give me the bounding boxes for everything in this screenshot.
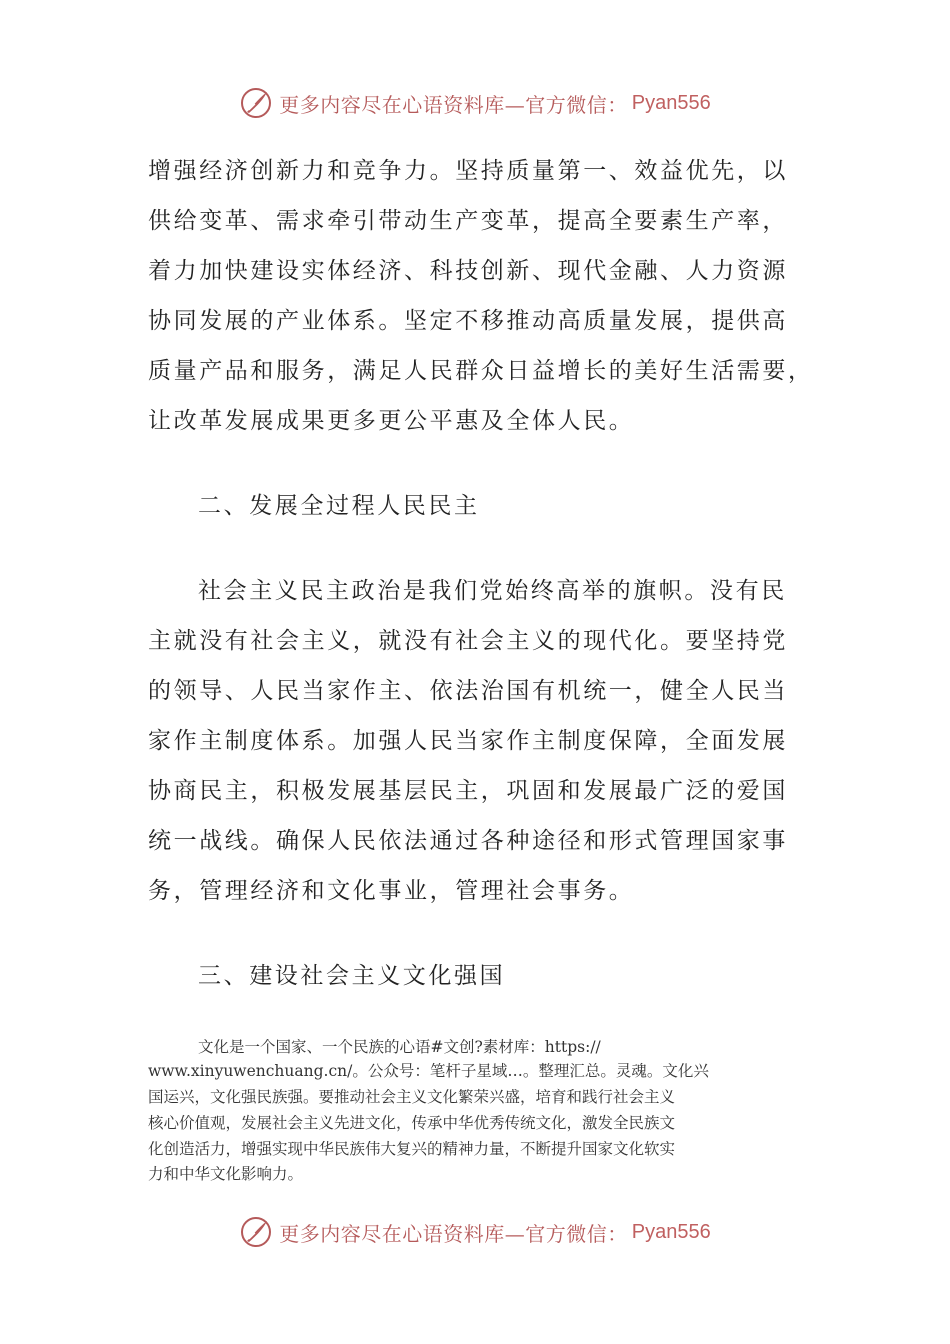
paragraph-line: 的领导、人民当家作主、依法治国有机统一，健全人民当 bbox=[148, 678, 788, 704]
watermark-wechat-id: Pyan556 bbox=[631, 91, 711, 114]
watermark-text: 更多内容尽在心语资料库—官方微信： bbox=[279, 1221, 628, 1246]
paragraph-line: 家作主制度体系。加强人民当家作主制度保障，全面发展 bbox=[148, 728, 788, 754]
section-heading: 三、建设社会主义文化强国 bbox=[198, 963, 506, 989]
section-heading: 二、发展全过程人民民主 bbox=[198, 493, 480, 519]
paragraph-line: 化创造活力，增强实现中华民族伟大复兴的精神力量，不断提升国家文化软实 bbox=[148, 1140, 676, 1158]
footer-watermark bbox=[0, 1212, 950, 1252]
paragraph-line: 协商民主，积极发展基层民主，巩固和发展最广泛的爱国 bbox=[148, 778, 788, 804]
quill-logo-icon bbox=[239, 1215, 273, 1249]
paragraph-line: 核心价值观，发展社会主义先进文化，传承中华优秀传统文化，激发全民族文 bbox=[148, 1114, 676, 1132]
quill-logo-icon bbox=[239, 86, 273, 120]
paragraph-line: 文化是一个国家、一个民族的心语#文创?素材库：https:// bbox=[198, 1038, 601, 1056]
paragraph-line: 国运兴，文化强民族强。要推动社会主义文化繁荣兴盛，培育和践行社会主义 bbox=[148, 1088, 676, 1106]
watermark-text: 更多内容尽在心语资料库—官方微信： bbox=[279, 92, 628, 117]
header-watermark bbox=[0, 83, 950, 123]
paragraph-line: 协同发展的产业体系。坚定不移推动高质量发展，提供高 bbox=[148, 308, 788, 334]
paragraph-line: 增强经济创新力和竞争力。坚持质量第一、效益优先，以 bbox=[148, 158, 788, 184]
paragraph-line: 质量产品和服务，满足人民群众日益增长的美好生活需要， bbox=[148, 358, 814, 384]
paragraph-line: 着力加快建设实体经济、科技创新、现代金融、人力资源 bbox=[148, 258, 788, 284]
paragraph-line: 力和中华文化影响力。 bbox=[148, 1165, 304, 1183]
paragraph-line: 主就没有社会主义，就没有社会主义的现代化。要坚持党 bbox=[148, 628, 788, 654]
paragraph-line: 让改革发展成果更多更公平惠及全体人民。 bbox=[148, 408, 635, 434]
paragraph-line: 统一战线。确保人民依法通过各种途径和形式管理国家事 bbox=[148, 828, 788, 854]
paragraph-line: 务，管理经济和文化事业，管理社会事务。 bbox=[148, 878, 635, 904]
paragraph-line: www.xinyuwenchuang.cn/。公众号：笔杆子星域…。整理汇总。灵魂。文化兴 bbox=[148, 1062, 709, 1080]
paragraph-line: 社会主义民主政治是我们党始终高举的旗帜。没有民 bbox=[198, 578, 787, 604]
watermark-wechat-id: Pyan556 bbox=[631, 1220, 711, 1243]
paragraph-line: 供给变革、需求牵引带动生产变革，提高全要素生产率， bbox=[148, 208, 788, 234]
